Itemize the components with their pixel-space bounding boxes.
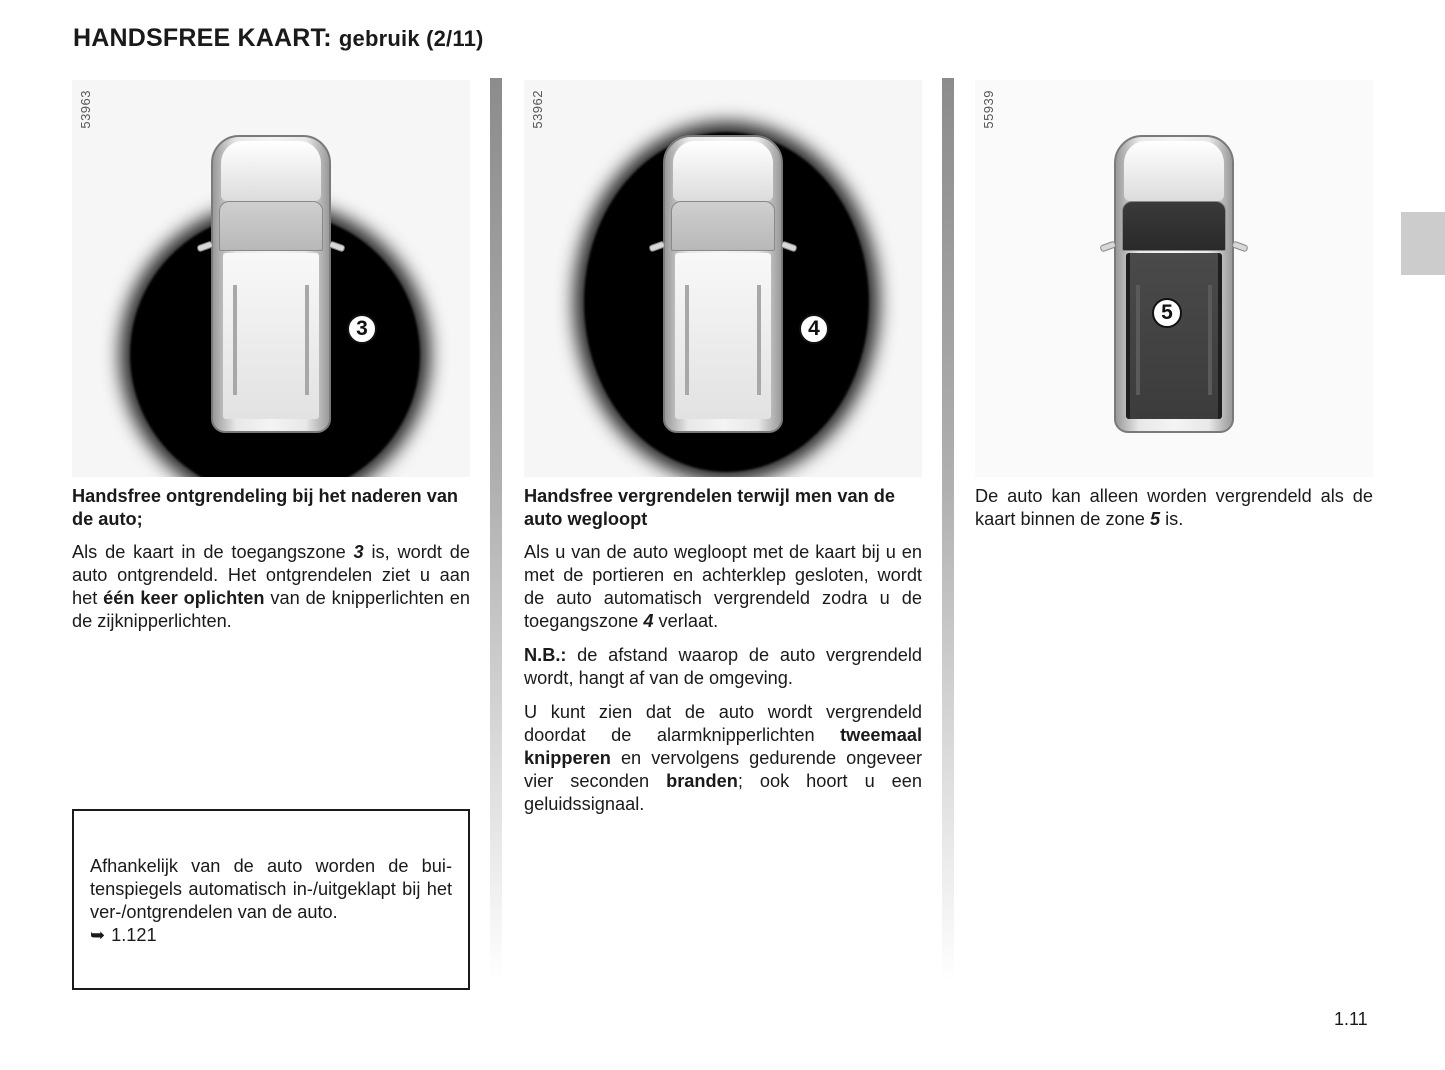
paragraph: Als u van de auto wegloopt met de kaart bij u en met de portieren en achterklep gesloten, wordt de auto automatisch vergrendeld zodra u de toegangszone 4 verlaat. <box>524 542 922 631</box>
reference-page: 1.121 <box>111 925 157 945</box>
note-text: Afhankelijk van de auto worden de buitenspiegels automatisch in-/uitgeklapt bij het ver-/ontgrendelen van de auto. <box>90 856 452 922</box>
page-reference-link[interactable] <box>90 924 452 947</box>
figure-leave-zone <box>524 80 922 477</box>
mirror-note-box <box>72 809 470 990</box>
car-top-view-icon <box>207 135 335 435</box>
figure-code: 55939 <box>981 90 996 129</box>
figure-interior-zone <box>975 80 1373 477</box>
section-heading: Handsfree ontgrendeling bij het naderen van de auto; <box>72 486 459 529</box>
paragraph: Als de kaart in de toegangszone 3 is, wordt de auto ontgrendeld. Het ontgrendelen ziet u aan het één keer oplichten van de knipperlichten en de zijknipperlichten. <box>72 542 470 631</box>
column-zone5 <box>975 485 1373 542</box>
column-divider <box>490 78 502 983</box>
section-heading: Handsfree vergrendelen terwijl men van de auto wegloopt <box>524 486 895 529</box>
car-top-view-icon <box>1110 135 1238 435</box>
page-number: 1.11 <box>1334 1009 1368 1029</box>
page-title-main: HANDSFREE KAART: <box>73 24 332 52</box>
page-title-sub: gebruik (2/11) <box>338 26 484 51</box>
car-top-view-icon <box>659 135 787 435</box>
zone-label-badge: 5 <box>1152 298 1182 328</box>
column-lock <box>524 485 922 827</box>
paragraph: De auto kan alleen worden vergrendeld als de kaart binnen de zone 5 is. <box>975 486 1373 529</box>
figure-code: 53963 <box>78 90 93 129</box>
note-paragraph: N.B.: de afstand waarop de auto vergrendeld wordt, hangt af van de omgeving. <box>524 645 922 688</box>
zone-label-badge: 4 <box>799 314 829 344</box>
paragraph: U kunt zien dat de auto wordt vergrendeld doordat de alarmknipperlichten tweemaal knipperen en vervolgens gedurende ongeveer vier seconden branden; ook hoort u een geluidssignaal. <box>524 702 922 814</box>
figure-approach-zone <box>72 80 470 477</box>
page-title <box>73 24 484 53</box>
column-unlock <box>72 485 470 644</box>
chapter-tab-marker <box>1401 212 1445 275</box>
arrow-right-icon: ➥ <box>90 925 106 945</box>
figure-code: 53962 <box>530 90 545 129</box>
zone-label-badge: 3 <box>347 314 377 344</box>
column-divider <box>942 78 954 983</box>
